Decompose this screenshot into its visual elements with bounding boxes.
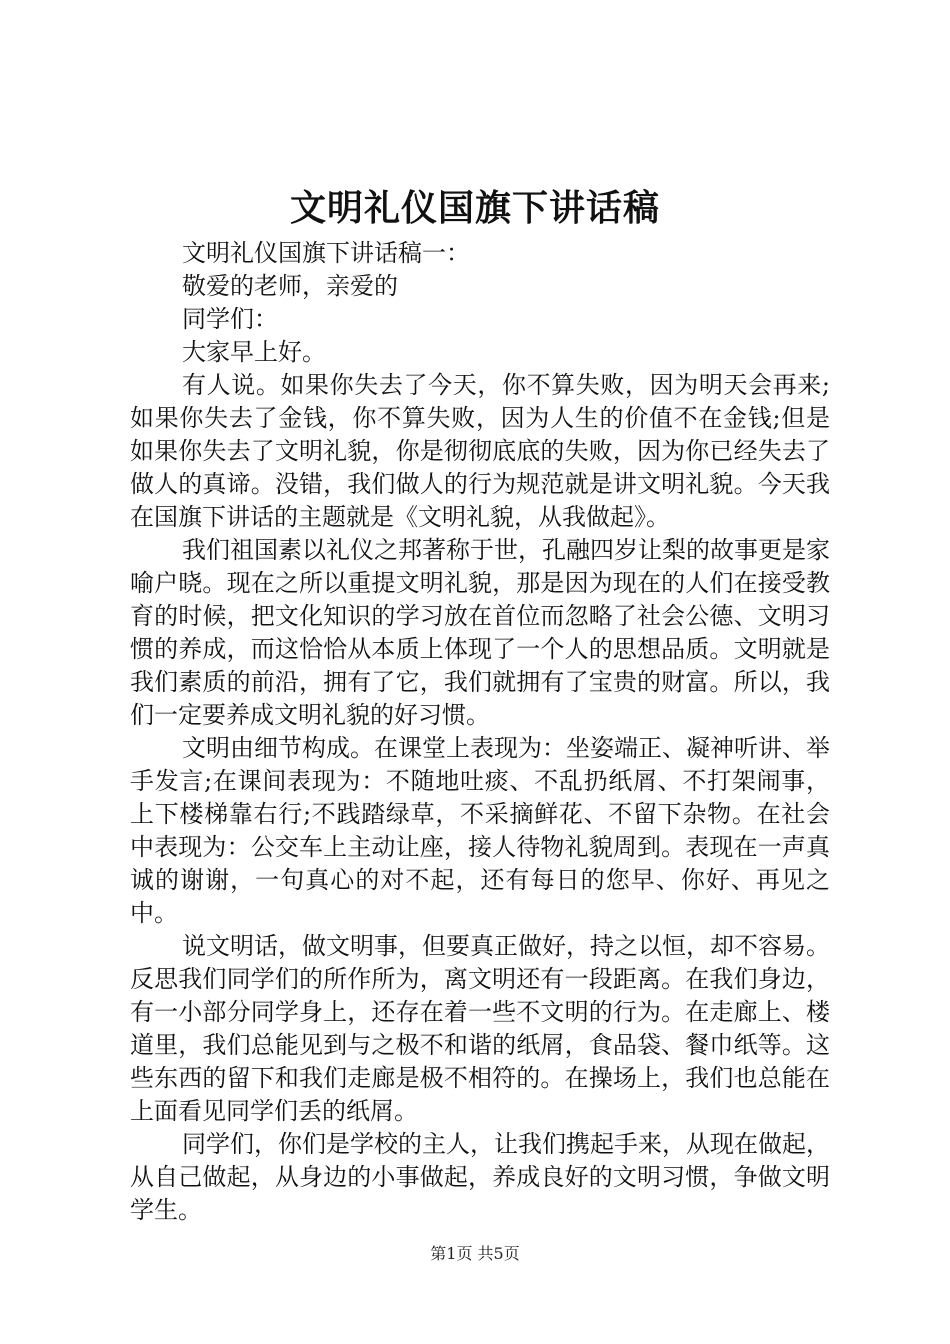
document-title: 文明礼仪国旗下讲话稿 [289,187,660,229]
paragraph-1: 有人说。如果你失去了今天，你不算失败，因为明天会再来;如果你失去了金钱，你不算失败，因为人生的价值不在金钱;但是如果你失去了文明礼貌，你是彻彻底底的失败，因为你已经失去了做人的真谛。没错，我们做人的行为规范就是讲文明礼貌。今天我在国旗下讲话的主题就是《文明礼貌，从我做起》。 [130,371,830,531]
paragraph-3: 文明由细节构成。在课堂上表现为：坐姿端正、凝神听讲、举手发言;在课间表现为：不随地吐痰、不乱扔纸屑、不打架闹事，上下楼梯靠右行;不践踏绿草，不采摘鲜花、不留下杂物。在社会中表现为：公交车上主动让座，接人待物礼貌周到。表现在一声真诚的谢谢，一句真心的对不起，还有每日的您早、你好、再见之中。 [130,734,830,927]
paragraph-salutation-2: 同学们： [182,305,278,333]
paragraph-salutation: 敬爱的老师，亲爱的 [182,272,398,300]
paragraph-5: 同学们，你们是学校的主人，让我们携起手来，从现在做起，从自己做起，从身边的小事做起，养成良好的文明习惯，争做文明学生。 [130,1130,830,1224]
paragraph-greeting: 大家早上好。 [182,338,326,366]
document-body [130,237,830,1227]
page-number-footer: 第1页 共5页 [430,1244,520,1263]
paragraph-4: 说文明话，做文明事，但要真正做好，持之以恒，却不容易。反思我们同学们的所作所为，离文明还有一段距离。在我们身边，有一小部分同学身上，还存在着一些不文明的行为。在走廊上、楼道里，我们总能见到与之极不和谐的纸屑，食品袋、餐巾纸等。这些东西的留下和我们走廊是极不相符的。在操场上，我们也总能在上面看见同学们丢的纸屑。 [130,932,830,1125]
paragraph-heading: 文明礼仪国旗下讲话稿一： [182,239,470,267]
paragraph-2: 我们祖国素以礼仪之邦著称于世，孔融四岁让梨的故事更是家喻户晓。现在之所以重提文明礼貌，那是因为现在的人们在接受教育的时候，把文化知识的学习放在首位而忽略了社会公德、文明习惯的养成，而这恰恰从本质上体现了一个人的思想品质。文明就是我们素质的前沿，拥有了它，我们就拥有了宝贵的财富。所以，我们一定要养成文明礼貌的好习惯。 [130,536,830,729]
